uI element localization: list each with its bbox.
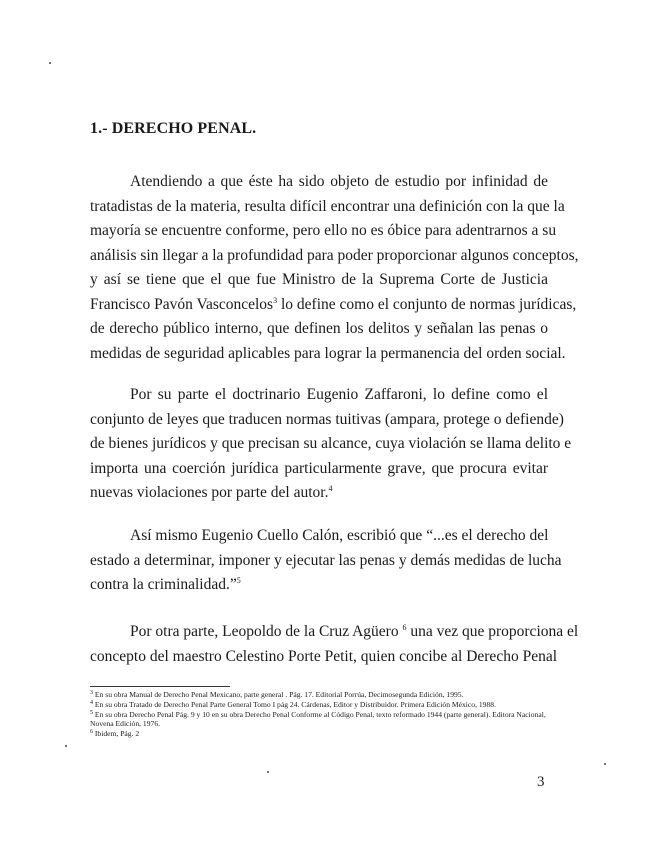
paragraph-2: [90, 383, 572, 506]
footnote-ref-6: 6: [402, 623, 407, 632]
text-run: una vez que proporciona el: [406, 623, 579, 640]
paragraph-line: concepto del maestro Celestino Porte Petit, quien concibe al Derecho Penal: [90, 647, 558, 665]
text-run: Francisco Pavón Vasconcelos: [90, 295, 274, 313]
footnotes: [90, 690, 560, 739]
paragraph-3: [90, 524, 562, 598]
footnote-text: En su obra Manual de Derecho Penal Mexicano, parte general . Pág. 17. Editorial Porrúa, Decimosegunda Edición, 1995.: [93, 690, 464, 699]
page-number: 3: [537, 774, 545, 790]
paragraph-1: [90, 170, 579, 366]
footnote-number: 6: [90, 729, 93, 736]
paragraph-line: [90, 620, 579, 645]
footnote-ref-3: 3: [273, 295, 278, 305]
paragraph-line: [90, 573, 548, 598]
footnote-number: 3: [90, 690, 93, 696]
paragraph-line: [90, 481, 548, 506]
footnote: [90, 729, 560, 739]
paragraph-line: de derecho público interno, que definen los delitos y señalan las penas o: [90, 320, 548, 337]
paragraph-line: de bienes jurídicos y que precisan su alcance, cuya violación se llama delito e: [90, 435, 572, 452]
scan-speck: [49, 62, 51, 64]
paragraph-4: [90, 620, 579, 669]
paragraph-line: [90, 293, 577, 318]
footnote-text: En su obra Tratado de Derecho Penal Parte General Tomo I pág 24. Cárdenas, Editor y Distribuidor. Primera Edición México, 1988.: [93, 699, 496, 709]
footnote: [90, 710, 560, 730]
scan-speck: [267, 771, 269, 773]
scan-speck: [65, 745, 67, 747]
footnote-number: 5: [90, 709, 93, 716]
footnote-ref-5: 5: [236, 576, 241, 585]
paragraph-line: medidas de seguridad aplicables para lograr la permanencia del orden social.: [90, 344, 566, 362]
paragraph-line: tratadistas de la materia, resulta difícil encontrar una definición con la que la: [90, 197, 565, 215]
footnote: [90, 690, 560, 700]
paragraph-line: mayoría se encuentre conforme, pero ello no es óbice para adentrarnos a su: [90, 222, 557, 239]
footnote: [90, 700, 560, 710]
paragraph-line: Por su parte el doctrinario Eugenio Zaffaroni, lo define como el: [130, 386, 548, 403]
text-run: lo define como el conjunto de normas jurídicas,: [277, 295, 577, 313]
paragraph-line: Así mismo Eugenio Cuello Calón, escribió que “...es el derecho del: [130, 527, 549, 544]
paragraph-line: y así se tiene que el que fue Ministro de la Suprema Corte de Justicia: [90, 271, 548, 288]
section-heading: 1.- DERECHO PENAL.: [90, 120, 257, 137]
footnote-text: Ibidem, Pág. 2: [93, 729, 140, 739]
footnote-ref-4: 4: [328, 484, 333, 493]
scan-speck: [604, 763, 606, 765]
text-run: Por otra parte, Leopoldo de la Cruz Agüero: [130, 623, 403, 640]
paragraph-line: Atendiendo a que éste ha sido objeto de estudio por infinidad de: [130, 173, 548, 190]
paragraph-line: importa una coerción jurídica particularmente grave, que procura evitar: [90, 459, 548, 477]
footnote-text: En su obra Derecho Penal Pág. 9 y 10 en su obra Derecho Penal Conforme al Código Penal, texto reformado 1944 (parte general). Editora Nacional, Novena Edición, 1976.: [90, 709, 546, 729]
paragraph-line: conjunto de leyes que traducen normas tuitivas (ampara, protege o defiende): [90, 410, 564, 428]
footnote-number: 4: [90, 699, 93, 706]
paragraph-line: estado a determinar, imponer y ejecutar las penas y demás medidas de lucha: [90, 551, 562, 569]
text-run: nuevas violaciones por parte del autor.: [90, 484, 329, 501]
paragraph-line: análisis sin llegar a la profundidad para poder proporcionar algunos conceptos,: [90, 246, 579, 264]
text-run: contra la criminalidad.”: [90, 576, 237, 593]
footnote-divider: [90, 686, 230, 687]
